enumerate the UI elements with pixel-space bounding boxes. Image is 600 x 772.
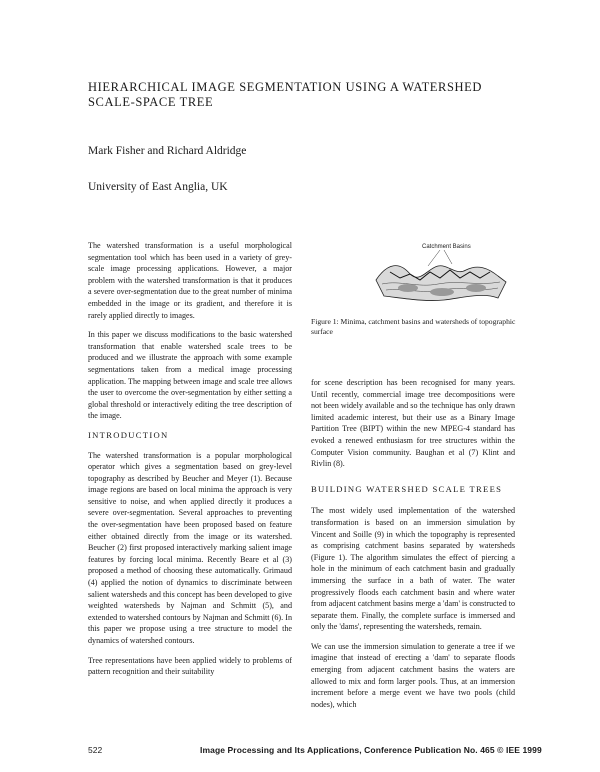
label-pointer-1 (428, 250, 440, 266)
continued-paragraph: for scene description has been recognised for many years. Until recently, commercial image tree decompositions were not been widely available and so the technique has only drawn limited academic interest, but their use as a Binary Image Partition Tree (BIPT) within the new MPEG-4 standard has evoked a renewed enthusiasm for tree structures within the Computer Vision community. Baughan et al (7) Klint and Rivlin (8). (311, 378, 515, 469)
section-paragraph-2: We can use the immersion simulation to generate a tree if we imagine that instead of erecting a 'dam' to separate floods emerging from adjacent catchment basins the waters are allowed to mix and form larger pools. Thus, at an immersion increment before a merge event we have two pools (child nodes), which (311, 641, 515, 709)
section-heading-watershed-trees: BUILDING WATERSHED SCALE TREES (311, 483, 503, 494)
section-paragraph-1: The most widely used implementation of the watershed transformation is based on an immersion simulation by Vincent and Soille (9) in which the topography is represented as comprising catchment basins separated by watersheds (Figure 1). The algorithm simulates the effect of piercing a hole in the minimum of each catchment basin and gradually immersing the surface in a bath of water. The water progressively floods each catchment basin and where water from adjacent catchment basins merge a 'dam' is constructed to separate them. Finally, the complete surface is immersed and only the 'dams', representing the watersheds, remain. (311, 506, 515, 632)
label-pointer-2 (444, 250, 452, 264)
introduction-paragraph-2: Tree representations have been applied widely to problems of pattern recognition and their suitability (88, 655, 292, 677)
affiliation: University of East Anglia, UK (88, 181, 228, 193)
page-footer (88, 745, 542, 759)
figure-label: Catchment Basins (422, 244, 471, 250)
introduction-paragraph-1: The watershed transformation is a popular morphological operator which gives a segmentation based on grey-level topography as described by Beucher and Meyer (1). Because image regions are based on local minima the approach is very sensitive to noise, and when applied directly it produces a severe over-segmentation. Several approaches to preventing the over-segmentation have been proposed based on feature either obtained directly from the image or its watershed. Beucher (2) first proposed interactively marking salient image features by forcing local minima. Recently Beare et al (3) proposed a method of choosing these automatically. Grimaud (4) applied the notion of dynamics to discriminate between salient watersheds and this concept has been developed to give weighted watersheds by Najman and Schmitt (5), and extended to watershed contours by Najman and Schmitt (6). In this paper we propose using a tree structure to model the dynamics of watershed contours. (88, 450, 292, 645)
figure-caption: Figure 1: Minima, catchment basins and watersheds of topographic surface (311, 317, 516, 337)
authors: Mark Fisher and Richard Aldridge (88, 145, 247, 157)
introduction-heading: INTRODUCTION (88, 429, 169, 440)
paper-title: HIERARCHICAL IMAGE SEGMENTATION USING A WATERSHED SCALE-SPACE TREE (88, 80, 483, 109)
running-footer: Image Processing and Its Applications, Conference Publication No. 465 © IEE 1999 (200, 745, 542, 755)
right-column (311, 377, 515, 718)
catchment-basin-3 (466, 284, 486, 292)
abstract-paragraph-1: The watershed transformation is a useful morphological segmentation tool which has been used in a variety of grey-scale image processing applications. However, a major problem with the watershed transformation is that it produces a severe over-segmentation due to the great number of minima embedded in the image or its gradient, and therefore it is rarely applied directly to images. (88, 241, 292, 320)
page-number: 522 (88, 745, 103, 755)
abstract-paragraph-2: In this paper we discuss modifications to the basic watershed transformation that enable watershed scale trees to be produced and we illustrate the approach with some example segmentations taken from a medical image processing application. The mapping between image and scale tree allows the user to overcome the over-segmentation by either setting a global threshold or interactively editing the tree description of the image. (88, 330, 292, 421)
catchment-basin-2 (430, 288, 454, 296)
catchment-basin-1 (398, 284, 418, 292)
figure-1-topography (370, 240, 510, 306)
left-column (88, 240, 292, 686)
